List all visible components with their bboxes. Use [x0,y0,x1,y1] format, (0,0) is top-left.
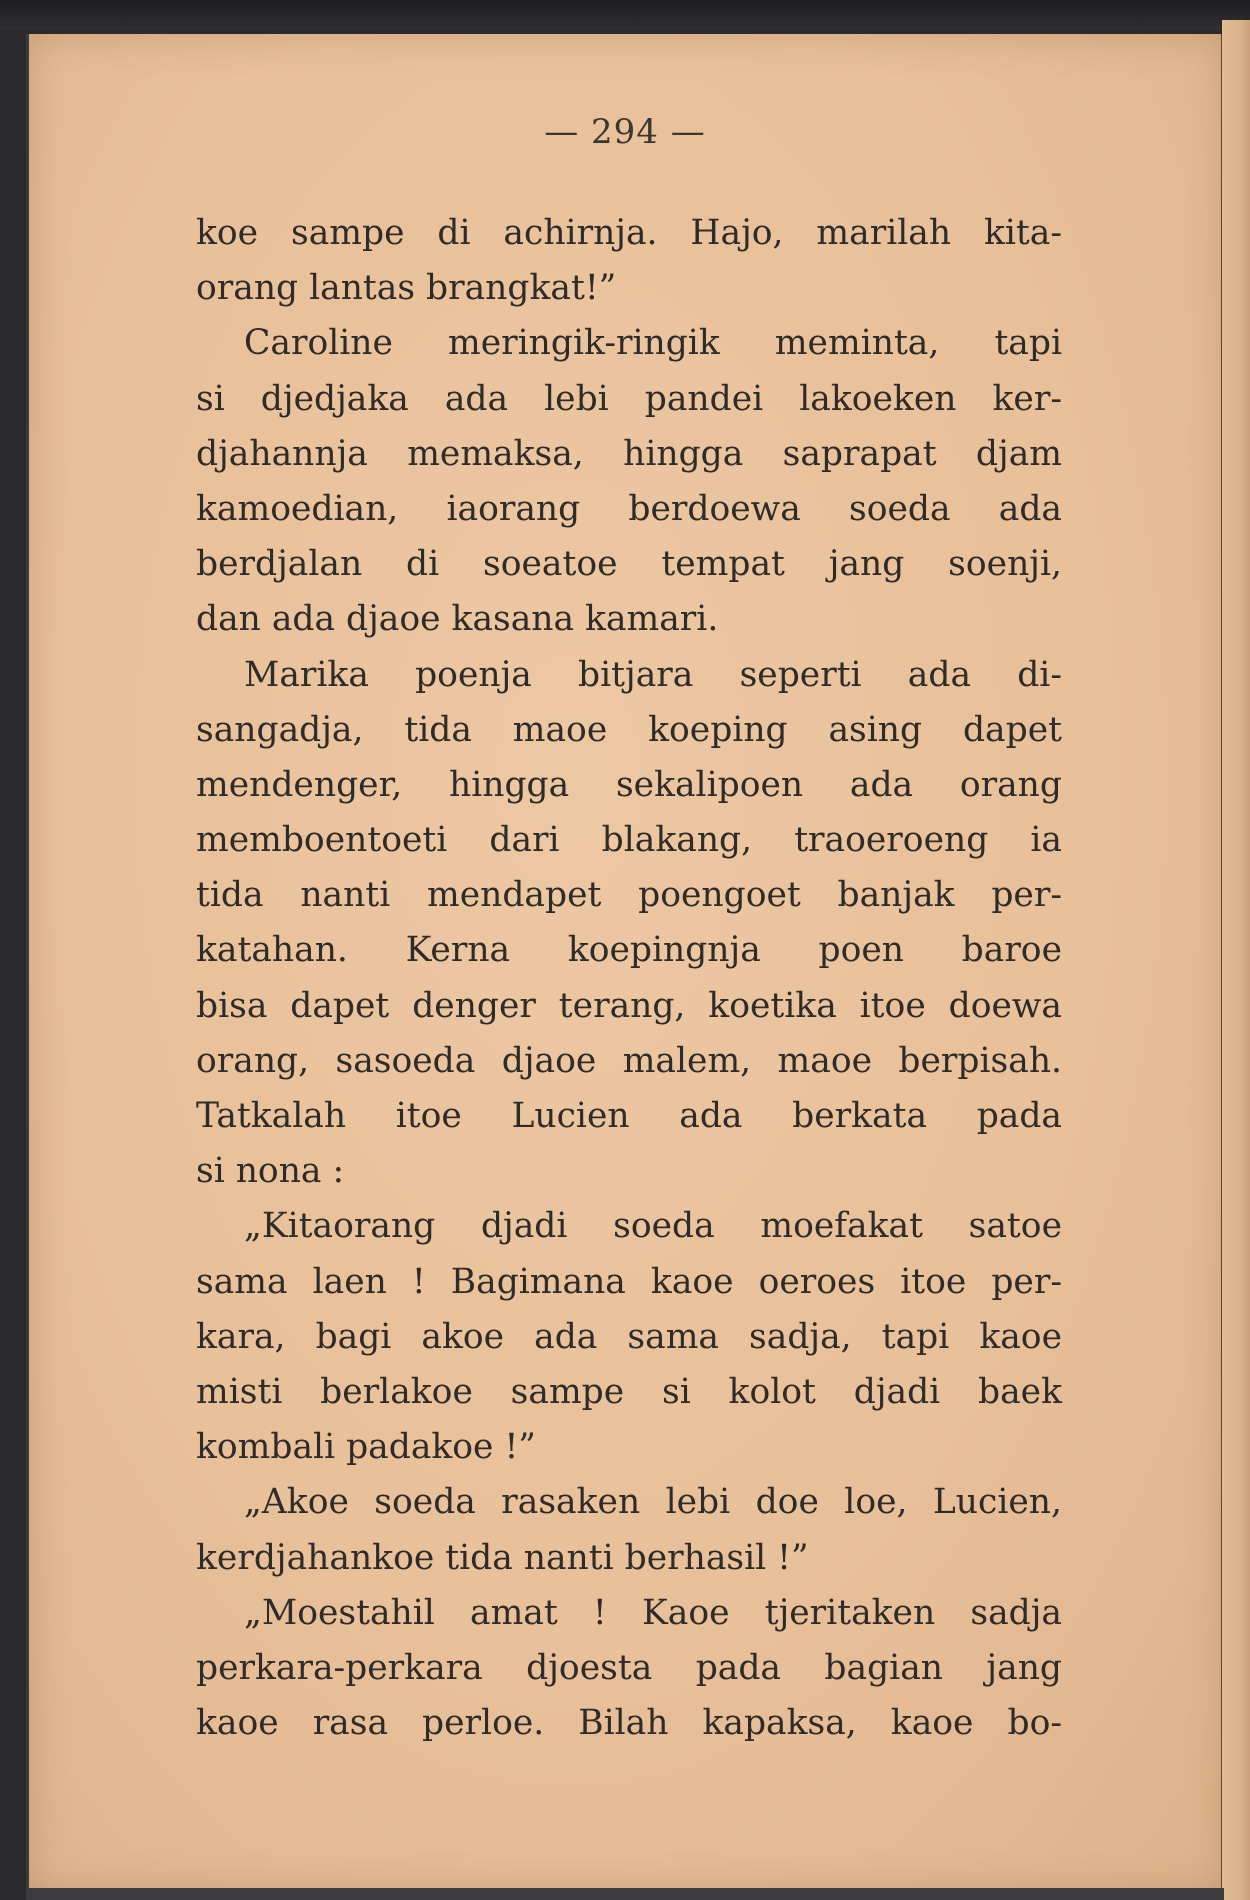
text-line: dan ada djaoe kasana kamari. [196,599,719,640]
text-line: kaoe rasa perloe. Bilah kapaksa, kaoe bo- [196,1703,1062,1744]
text-line: Tatkalah itoe Lucien ada berkata pada [196,1096,1062,1136]
scan-background-top [0,0,1250,30]
text-line: Marika poenja bitjara seperti ada di- [244,654,1062,695]
next-page-edge [1222,20,1250,1900]
text-line: mendenger, hingga sekalipoen ada orang [196,764,1062,805]
text-line: „Moestahil amat ! Kaoe tjeritaken sadja [244,1592,1062,1633]
text-line: orang, sasoeda djaoe malem, maoe berpisah. [196,1040,1062,1081]
text-line: kombali padakoe !” [196,1427,536,1468]
text-line: berdjalan di soeatoe tempat jang soenji, [196,544,1062,585]
page-number: — 294 — [544,112,706,152]
text-line: koe sampe di achirnja. Hajo, marilah kita- [196,213,1062,253]
text-line: djahannja memaksa, hingga saprapat djam [196,433,1062,474]
text-line: sangadja, tida maoe koeping asing dapet [196,709,1062,750]
text-line: „Kitaorang djadi soeda moefakat satoe [244,1206,1062,1247]
body-text [196,206,1062,1751]
text-line: orang lantas brangkat!” [196,268,617,309]
text-line: bisa dapet denger terang, koetika itoe doewa [196,985,1062,1026]
text-line: tida nanti mendapet poengoet banjak per- [196,875,1062,916]
text-line: kerdjahankoe tida nanti berhasil !” [196,1537,809,1578]
scan-background-bottom [26,1888,1224,1900]
text-line: katahan. Kerna koepingnja poen baroe [196,930,1062,971]
text-line: memboentoeti dari blakang, traoeroeng ia [196,820,1062,861]
text-line: Caroline meringik-ringik meminta, tapi [244,323,1062,364]
text-line: „Akoe soeda rasaken lebi doe loe, Lucien, [244,1482,1062,1523]
text-line: si djedjaka ada lebi pandei lakoeken ker- [196,378,1062,419]
text-line: perkara-perkara djoesta pada bagian jang [196,1647,1062,1688]
text-line: si nona : [196,1151,345,1192]
text-line: misti berlakoe sampe si kolot djadi baek [196,1371,1062,1412]
text-line: kamoedian, iaorang berdoewa soeda ada [196,488,1062,529]
text-line: kara, bagi akoe ada sama sadja, tapi kaoe [196,1316,1062,1357]
text-line: sama laen ! Bagimana kaoe oeroes itoe per- [196,1261,1062,1302]
